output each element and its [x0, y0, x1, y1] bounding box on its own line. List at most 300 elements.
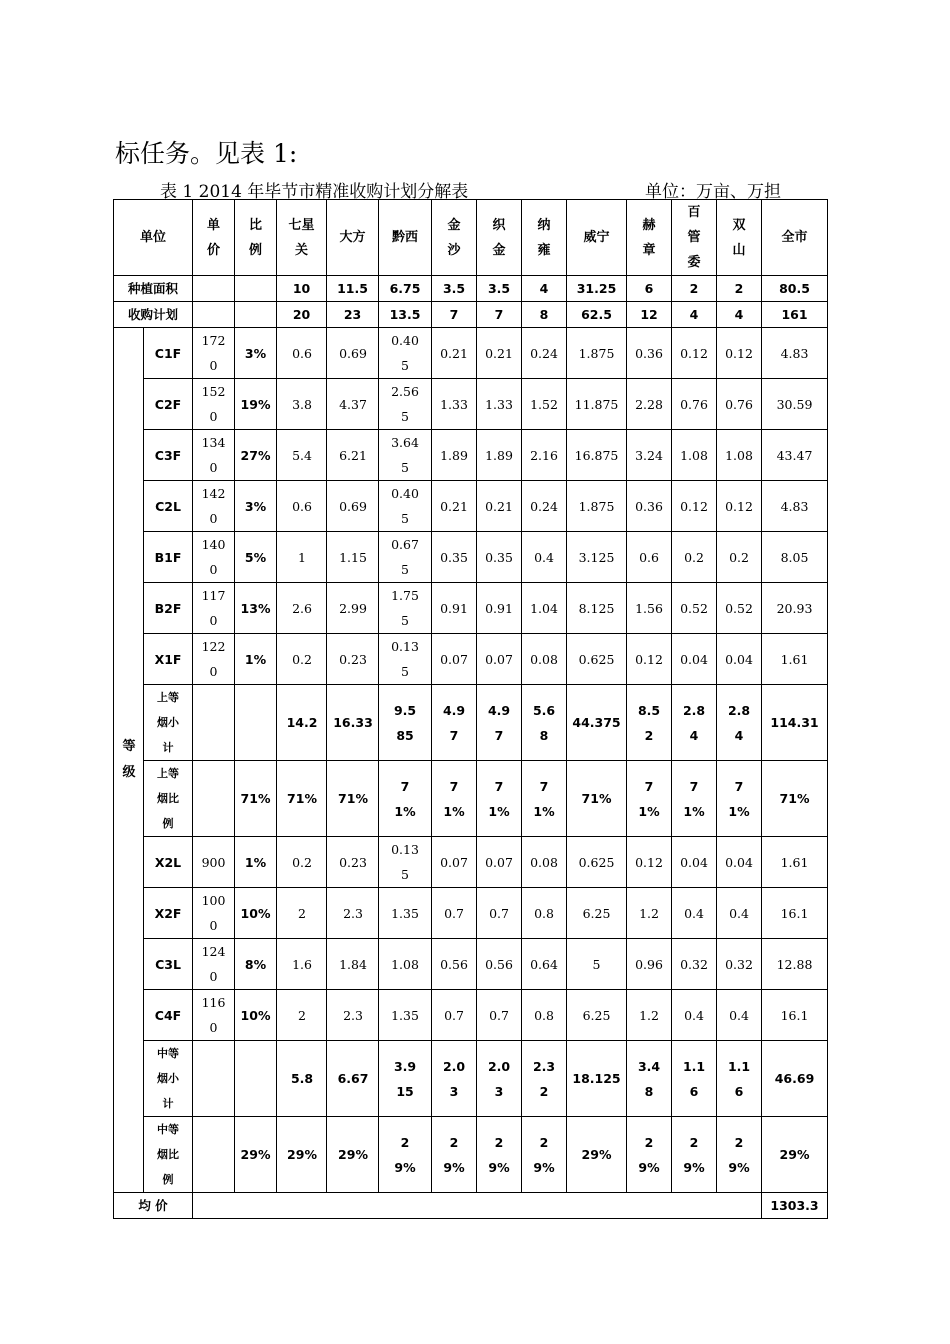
value-text: 0.7	[444, 1007, 464, 1023]
value-text: 3.8	[292, 396, 312, 412]
value-cell	[379, 634, 432, 685]
value-cell	[477, 583, 522, 634]
value-text: 0.2	[729, 549, 749, 565]
value-cell	[522, 761, 567, 837]
ratio-cell: 71%	[235, 761, 277, 837]
value-cell: 2	[672, 276, 717, 302]
value-cell	[717, 379, 762, 430]
value-cell: 4	[672, 302, 717, 328]
ratio-cell	[235, 302, 277, 328]
value-text: 0.64	[530, 956, 558, 972]
value-text: 29%	[581, 1147, 612, 1162]
value-text: 0.6	[292, 345, 312, 361]
price-text: 1340	[201, 435, 226, 475]
grade-label-text: 中等烟比例	[157, 1123, 179, 1186]
value-cell	[477, 634, 522, 685]
value-cell	[277, 1041, 327, 1117]
value-cell	[327, 532, 379, 583]
value-cell	[762, 761, 828, 837]
price-text: 1170	[201, 588, 226, 628]
value-text: 0.56	[440, 956, 468, 972]
value-cell	[627, 939, 672, 990]
value-cell	[567, 685, 627, 761]
value-text: 1.84	[339, 956, 367, 972]
intro-text: 标任务。见表 1:	[115, 139, 298, 168]
value-cell	[379, 481, 432, 532]
value-text: 2.84	[727, 702, 751, 743]
grade-row	[114, 1117, 828, 1193]
value-cell	[432, 481, 477, 532]
value-text: 6.25	[582, 905, 611, 921]
value-cell	[672, 1117, 717, 1193]
value-cell	[522, 1041, 567, 1117]
value-text: 0.91	[485, 600, 513, 616]
value-text: 0.7	[489, 1007, 509, 1023]
value-cell	[477, 430, 522, 481]
value-text: 0.4	[729, 905, 749, 921]
grade-row	[114, 328, 828, 379]
ratio-cell: 27%	[235, 430, 277, 481]
value-cell	[327, 939, 379, 990]
price-text: 1160	[201, 995, 226, 1035]
value-text: 46.69	[774, 1071, 815, 1086]
value-cell	[672, 990, 717, 1041]
value-cell	[672, 532, 717, 583]
value-text: 0.405	[391, 486, 419, 526]
value-cell	[432, 634, 477, 685]
value-text: 1.52	[530, 396, 558, 412]
value-cell	[327, 379, 379, 430]
value-cell: 20	[277, 302, 327, 328]
value-text: 0.135	[391, 639, 419, 679]
value-cell	[567, 837, 627, 888]
value-cell	[672, 328, 717, 379]
value-text: 0.12	[680, 498, 708, 514]
value-text: 0.07	[485, 854, 513, 870]
value-text: 71%	[533, 778, 555, 819]
grade-label	[144, 685, 193, 761]
value-cell	[379, 379, 432, 430]
value-text: 0.2	[292, 854, 312, 870]
value-cell	[522, 888, 567, 939]
value-cell	[762, 634, 828, 685]
header-unit: 单位	[114, 200, 193, 276]
value-cell	[762, 685, 828, 761]
value-cell	[762, 532, 828, 583]
ratio-cell: 19%	[235, 379, 277, 430]
value-cell	[432, 990, 477, 1041]
value-text: 0.23	[339, 651, 367, 667]
value-text: 0.2	[684, 549, 704, 565]
value-cell	[432, 837, 477, 888]
value-cell	[477, 1117, 522, 1193]
value-cell	[477, 761, 522, 837]
value-cell	[627, 583, 672, 634]
value-text: 1.04	[530, 600, 558, 616]
value-cell	[672, 939, 717, 990]
header-region: 威宁	[567, 200, 627, 276]
value-text: 3.48	[637, 1058, 661, 1099]
value-text: 3.125	[578, 549, 615, 565]
value-cell	[672, 837, 717, 888]
ratio-cell	[235, 1041, 277, 1117]
value-text: 0.76	[680, 396, 708, 412]
value-cell: 161	[762, 302, 828, 328]
value-text: 1.33	[485, 396, 513, 412]
value-cell	[327, 685, 379, 761]
price-cell	[193, 481, 235, 532]
value-text: 3.24	[635, 447, 663, 463]
value-cell	[432, 888, 477, 939]
grade-row	[114, 379, 828, 430]
value-text: 8.125	[578, 600, 615, 616]
value-text: 12.88	[776, 956, 813, 972]
value-cell	[762, 430, 828, 481]
value-text: 11.875	[574, 396, 619, 412]
value-text: 5	[592, 956, 601, 972]
ratio-cell: 10%	[235, 990, 277, 1041]
value-cell	[717, 481, 762, 532]
value-cell	[672, 379, 717, 430]
value-text: 0.08	[530, 854, 558, 870]
value-text: 4.97	[442, 702, 466, 743]
value-cell	[627, 1041, 672, 1117]
value-cell	[327, 1117, 379, 1193]
value-text: 6.21	[339, 447, 367, 463]
price-cell	[193, 888, 235, 939]
value-cell	[522, 379, 567, 430]
value-cell: 8	[522, 302, 567, 328]
value-text: 29%	[488, 1134, 510, 1175]
value-text: 0.6	[639, 549, 659, 565]
value-cell	[477, 532, 522, 583]
price-text: 1240	[201, 944, 226, 984]
header-price: 单价	[193, 200, 235, 276]
value-cell: 3.5	[432, 276, 477, 302]
value-cell	[327, 1041, 379, 1117]
value-text: 0.21	[485, 345, 513, 361]
value-text: 0.76	[725, 396, 753, 412]
value-cell	[379, 685, 432, 761]
value-cell	[672, 888, 717, 939]
value-cell	[522, 430, 567, 481]
value-cell	[762, 990, 828, 1041]
value-text: 0.4	[534, 549, 554, 565]
value-text: 44.375	[572, 715, 621, 730]
value-cell	[672, 430, 717, 481]
value-text: 1	[298, 549, 306, 565]
value-text: 1.08	[725, 447, 753, 463]
value-cell	[327, 481, 379, 532]
value-text: 0.36	[635, 498, 663, 514]
value-text: 71%	[488, 778, 510, 819]
value-text: 1.16	[682, 1058, 706, 1099]
value-cell	[717, 761, 762, 837]
summary-label: 种植面积	[114, 276, 193, 302]
grade-label: X1F	[144, 634, 193, 685]
value-text: 0.625	[578, 651, 615, 667]
value-cell	[717, 888, 762, 939]
ratio-cell: 1%	[235, 837, 277, 888]
value-cell	[477, 837, 522, 888]
price-cell	[193, 430, 235, 481]
value-text: 29%	[533, 1134, 555, 1175]
value-text: 1.08	[391, 956, 419, 972]
grade-row	[114, 888, 828, 939]
value-cell	[379, 1117, 432, 1193]
average-empty	[193, 1193, 762, 1219]
value-cell	[762, 583, 828, 634]
value-cell	[522, 990, 567, 1041]
value-cell	[477, 888, 522, 939]
value-text: 16.875	[574, 447, 619, 463]
value-cell: 4	[717, 302, 762, 328]
value-cell	[672, 481, 717, 532]
value-cell: 10	[277, 276, 327, 302]
value-text: 0.8	[534, 905, 554, 921]
grade-row	[114, 761, 828, 837]
value-cell	[477, 685, 522, 761]
value-text: 29%	[779, 1147, 810, 1162]
value-text: 6.67	[337, 1071, 369, 1086]
value-cell	[379, 1041, 432, 1117]
value-cell	[522, 1117, 567, 1193]
value-text: 2.3	[343, 905, 363, 921]
value-cell	[432, 430, 477, 481]
value-text: 0.35	[485, 549, 513, 565]
value-text: 0.04	[680, 651, 708, 667]
value-text: 0.91	[440, 600, 468, 616]
value-cell	[672, 1041, 717, 1117]
value-cell: 31.25	[567, 276, 627, 302]
value-text: 2.28	[635, 396, 663, 412]
value-text: 0.675	[391, 537, 419, 577]
value-cell	[477, 481, 522, 532]
value-text: 1.61	[780, 854, 809, 870]
price-text: 1720	[201, 333, 226, 373]
value-cell	[379, 939, 432, 990]
value-cell	[672, 761, 717, 837]
value-cell	[627, 634, 672, 685]
price-cell	[193, 328, 235, 379]
value-text: 0.24	[530, 345, 558, 361]
ratio-cell: 5%	[235, 532, 277, 583]
value-cell	[717, 583, 762, 634]
value-cell	[379, 328, 432, 379]
value-cell: 6	[627, 276, 672, 302]
value-text: 0.7	[489, 905, 509, 921]
header-region: 百管委	[672, 200, 717, 276]
grade-label: C3F	[144, 430, 193, 481]
value-text: 6.25	[582, 1007, 611, 1023]
value-cell	[432, 1117, 477, 1193]
value-text: 2.03	[487, 1058, 511, 1099]
value-text: 0.07	[440, 854, 468, 870]
value-text: 71%	[338, 791, 368, 806]
value-cell	[327, 761, 379, 837]
grade-row	[114, 685, 828, 761]
value-text: 0.4	[684, 905, 704, 921]
value-text: 1.755	[391, 588, 419, 628]
value-cell: 7	[432, 302, 477, 328]
value-cell	[432, 583, 477, 634]
price-text: 1220	[201, 639, 226, 679]
value-text: 2.32	[532, 1058, 556, 1099]
value-cell: 80.5	[762, 276, 828, 302]
value-text: 0.23	[339, 854, 367, 870]
price-cell	[193, 1117, 235, 1193]
value-text: 1.15	[339, 549, 367, 565]
grade-label: C1F	[144, 328, 193, 379]
price-cell	[193, 761, 235, 837]
value-text: 2	[298, 905, 306, 921]
grade-group-label	[114, 328, 144, 1193]
value-cell	[379, 761, 432, 837]
value-cell	[522, 634, 567, 685]
value-text: 1.56	[635, 600, 663, 616]
value-cell	[567, 1041, 627, 1117]
value-cell	[522, 939, 567, 990]
value-text: 71%	[683, 778, 705, 819]
value-cell	[717, 1041, 762, 1117]
value-cell	[672, 583, 717, 634]
value-text: 29%	[638, 1134, 660, 1175]
header-total: 全市	[762, 200, 828, 276]
value-cell	[277, 837, 327, 888]
grade-label	[144, 761, 193, 837]
grade-label: C3L	[144, 939, 193, 990]
value-cell	[717, 328, 762, 379]
ratio-cell: 10%	[235, 888, 277, 939]
grade-row	[114, 532, 828, 583]
value-cell	[717, 634, 762, 685]
value-text: 20.93	[776, 600, 813, 616]
grade-group-text: 等级	[122, 739, 136, 780]
value-text: 5.4	[292, 447, 312, 463]
value-cell	[627, 888, 672, 939]
grade-label	[144, 1117, 193, 1193]
header-region: 纳雍	[522, 200, 567, 276]
value-cell	[379, 532, 432, 583]
value-cell	[567, 379, 627, 430]
grade-row	[114, 634, 828, 685]
value-text: 0.96	[635, 956, 663, 972]
value-cell: 3.5	[477, 276, 522, 302]
value-cell	[762, 379, 828, 430]
value-text: 0.69	[339, 498, 367, 514]
value-cell	[277, 761, 327, 837]
value-cell	[432, 1041, 477, 1117]
value-text: 114.31	[770, 715, 819, 730]
value-text: 1.2	[639, 1007, 659, 1023]
value-cell	[567, 939, 627, 990]
value-text: 0.4	[684, 1007, 704, 1023]
grade-label: B2F	[144, 583, 193, 634]
value-text: 8.52	[637, 702, 661, 743]
value-text: 16.1	[780, 1007, 809, 1023]
ratio-cell	[235, 276, 277, 302]
grade-row	[114, 939, 828, 990]
value-text: 2	[298, 1007, 306, 1023]
average-value: 1303.3	[762, 1193, 828, 1219]
value-text: 29%	[683, 1134, 705, 1175]
header-region: 七星关	[277, 200, 327, 276]
value-text: 0.69	[339, 345, 367, 361]
value-text: 1.33	[440, 396, 468, 412]
value-cell	[432, 939, 477, 990]
value-text: 71%	[581, 791, 612, 806]
value-cell	[627, 481, 672, 532]
header-row	[114, 200, 828, 276]
value-text: 29%	[443, 1134, 465, 1175]
value-text: 0.12	[635, 854, 663, 870]
value-cell: 11.5	[327, 276, 379, 302]
value-text: 1.6	[292, 956, 312, 972]
value-cell	[567, 761, 627, 837]
unit-note: 单位：万亩、万担	[645, 182, 781, 202]
value-cell	[277, 685, 327, 761]
ratio-cell: 1%	[235, 634, 277, 685]
value-text: 18.125	[572, 1071, 621, 1086]
value-text: 3.645	[391, 435, 419, 475]
value-cell	[567, 888, 627, 939]
price-text: 1520	[201, 384, 226, 424]
value-text: 71%	[287, 791, 317, 806]
value-text: 71%	[728, 778, 750, 819]
value-cell	[277, 634, 327, 685]
grade-row	[114, 481, 828, 532]
value-cell	[477, 379, 522, 430]
value-text: 0.12	[725, 498, 753, 514]
value-cell	[327, 837, 379, 888]
value-cell	[567, 990, 627, 1041]
value-text: 16.1	[780, 905, 809, 921]
value-cell	[762, 481, 828, 532]
value-text: 0.7	[444, 905, 464, 921]
value-text: 1.875	[578, 498, 615, 514]
grade-label: X2F	[144, 888, 193, 939]
value-text: 0.56	[485, 956, 513, 972]
price-cell	[193, 583, 235, 634]
ratio-cell: 13%	[235, 583, 277, 634]
ratio-cell: 8%	[235, 939, 277, 990]
value-text: 0.21	[440, 345, 468, 361]
value-text: 0.24	[530, 498, 558, 514]
grade-label: X2L	[144, 837, 193, 888]
value-text: 29%	[287, 1147, 317, 1162]
value-cell	[277, 888, 327, 939]
value-cell	[522, 685, 567, 761]
value-text: 0.52	[725, 600, 753, 616]
value-text: 4.97	[487, 702, 511, 743]
value-cell	[627, 1117, 672, 1193]
value-text: 0.12	[725, 345, 753, 361]
ratio-cell	[235, 685, 277, 761]
value-text: 4.83	[780, 498, 809, 514]
value-text: 29%	[394, 1134, 416, 1175]
value-text: 0.21	[485, 498, 513, 514]
price-text: 1000	[201, 893, 226, 933]
value-text: 0.32	[680, 956, 708, 972]
value-text: 1.89	[440, 447, 468, 463]
value-text: 0.2	[292, 651, 312, 667]
value-cell	[567, 328, 627, 379]
value-cell	[567, 481, 627, 532]
value-text: 1.16	[727, 1058, 751, 1099]
value-cell	[672, 634, 717, 685]
purchase-plan-table	[113, 199, 828, 1219]
price-cell	[193, 634, 235, 685]
